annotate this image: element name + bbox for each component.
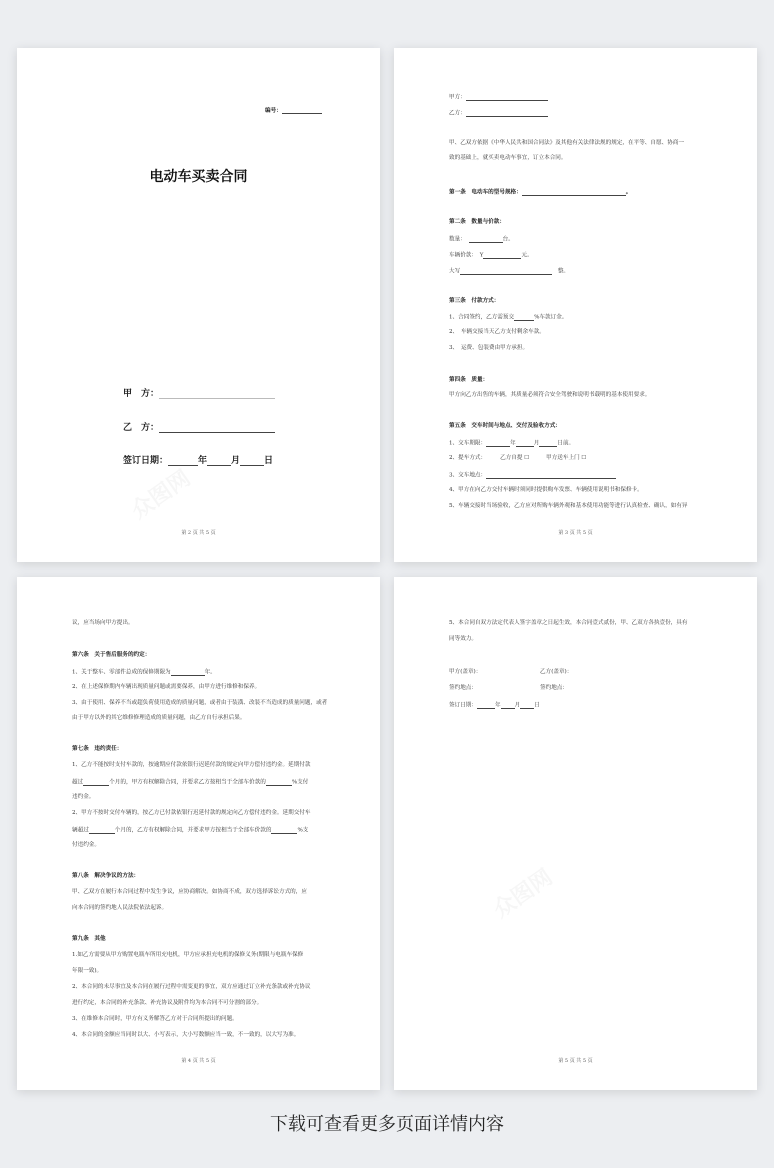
page-footer: 第 2 页 共 5 页	[181, 530, 216, 536]
quantity-label: 数量：	[449, 236, 463, 243]
breach-2-text: 个月的，乙方有权解除合同，并要求甲方按相当于全部车价款的	[114, 827, 272, 834]
intro-line-1: 甲、乙双方依据《中华人民共和国合同法》及其他有关法律法规的规定，在平等、自愿、协商一	[449, 140, 684, 146]
delivery-place-blank[interactable]	[486, 472, 616, 479]
page-footer: 第 4 页 共 5 页	[181, 1058, 216, 1064]
party-b-line	[449, 110, 548, 117]
service-item-3a: 3、由于使用、保养不当或超负荷使用造成的质量问题，或者由于装潢、改装不当造成的质量问题，或者	[72, 700, 328, 706]
service-item-1	[72, 669, 216, 676]
delivery-item-3	[449, 472, 616, 479]
delivery-place-label: 3、交车地点：	[449, 472, 487, 479]
price-line	[449, 252, 533, 259]
breach-1-months-blank[interactable]	[83, 779, 109, 786]
quantity-unit: 台。	[502, 236, 514, 243]
effect-line-2: 同等效力。	[449, 636, 477, 642]
month-label: 月	[514, 702, 521, 709]
party-b-label: 乙 方：	[123, 423, 160, 433]
breach-1-unit: %支付	[291, 779, 309, 786]
delivery-month-blank[interactable]	[516, 440, 534, 447]
sign-date-label: 签订日期：	[123, 456, 169, 466]
payment-item-1	[449, 314, 567, 321]
month-label: 月	[231, 456, 241, 466]
other-item-4: 4、本合同的金额应当同时以大、小写表示，大小写数额应当一致，不一致的，以大写为准。	[72, 1032, 300, 1038]
article-7: 第七条 违约责任：	[72, 746, 123, 752]
place-a: 签约地点：	[449, 685, 477, 691]
delivery-day-blank[interactable]	[539, 440, 557, 447]
article-9: 第九条 其他	[72, 936, 106, 942]
breach-2-percent-blank[interactable]	[271, 827, 297, 834]
warranty-unit: 年。	[204, 669, 216, 676]
page-footer: 第 3 页 共 5 页	[558, 530, 593, 536]
party-b-label: 乙方：	[449, 110, 466, 117]
article-3: 第三条 付款方式：	[449, 298, 500, 304]
download-caption[interactable]: 下载可查看更多页面详情内容	[270, 1114, 504, 1135]
article-2: 第二条 数量与价款：	[449, 219, 505, 225]
dispute-line-1: 甲、乙双方在履行本合同过程中发生争议，应协商解决。如协商不成，双方选择诉讼方式的，应	[72, 889, 307, 895]
price-blank[interactable]	[483, 252, 521, 259]
party-a-blank[interactable]	[466, 94, 548, 101]
party-a-label: 甲 方：	[123, 389, 160, 399]
service-item-2: 2、在上述保修期内车辆出现质量问题或需要保养，由甲方进行维修和保养。	[72, 684, 261, 690]
seal-a: 甲方(盖章)：	[449, 669, 482, 675]
page-5	[394, 577, 757, 1090]
breach-1-over: 超过	[72, 779, 84, 786]
capital-blank[interactable]	[460, 268, 552, 275]
party-b-blank[interactable]	[466, 110, 548, 117]
delivery-item-4: 4、甲方在向乙方交付车辆时须同时提供购车发票、车辆使用说明书和保修卡。	[449, 487, 643, 493]
party-b-blank[interactable]	[159, 424, 275, 433]
delivery-day-label: 日前。	[557, 440, 575, 447]
other-item-1b: 年限一致)。	[72, 968, 103, 974]
party-b-line	[123, 420, 275, 433]
article-5: 第五条 交车时间与地点、交付及验收方式：	[449, 423, 561, 429]
breach-1-text: 个月的，甲方有权解除合同，并要求乙方按相当于全部车价款的	[109, 779, 266, 786]
party-a-blank[interactable]	[159, 390, 275, 399]
year-blank[interactable]	[477, 702, 495, 709]
other-item-1a: 1.如乙方需要从甲方购置电瓶车所用充电机，甲方应承担充电机的保修义务(期限与电瓶车保修	[72, 952, 304, 958]
watermark	[486, 861, 558, 924]
breach-2-months-blank[interactable]	[89, 827, 115, 834]
other-item-3: 3、在维修本合同时，甲方有义务解答乙方对于合同所提出的问题。	[72, 1016, 238, 1022]
breach-2-unit: %支	[297, 827, 309, 834]
other-item-2b: 进行约定，本合同的补充条款、补充协议及附件均为本合同不可分割的部分。	[72, 1000, 263, 1006]
quality-text: 甲方向乙方出售的车辆，其质量必须符合安全驾驶和说明书载明的基本使用要求。	[449, 392, 651, 398]
contract-title: 电动车买卖合同	[149, 169, 248, 185]
day-label: 日	[534, 702, 540, 709]
party-a-line	[123, 386, 275, 399]
delivery-item-5: 5、车辆交接时当场验收，乙方应对所购车辆外观和基本使用功能等进行认真检查、确认，如有异	[449, 503, 688, 509]
delivery-item-2	[449, 456, 586, 462]
dispute-line-2: 向本合同的签约地人民法院依法起诉。	[72, 905, 168, 911]
capital-unit: 整。	[557, 268, 570, 275]
serial-number	[265, 105, 322, 114]
party-a-line	[449, 94, 548, 101]
intro-line-2: 致的基础上，就买卖电动车事宜，订立本合同。	[449, 155, 567, 161]
delivery-year-label: 年	[510, 440, 516, 447]
self-pickup-checkbox[interactable]: 乙方自提 ☐	[500, 455, 530, 461]
capital-label: 大写	[449, 268, 461, 275]
day-blank[interactable]	[520, 702, 534, 709]
warranty-blank[interactable]	[171, 669, 205, 676]
breach-item-1b	[72, 779, 308, 786]
quantity-blank[interactable]	[469, 236, 503, 243]
year-label: 年	[198, 456, 208, 466]
breach-item-1c: 违约金。	[72, 794, 95, 800]
home-delivery-checkbox[interactable]: 甲方送车上门 ☐	[546, 455, 587, 461]
breach-item-1a: 1、乙方不能按时支付车款的，按逾期应付款依银行迟延付款的规定向甲方偿付违约金。延期付款	[72, 762, 311, 768]
capital-price-line	[449, 268, 569, 275]
delivery-item-1	[449, 440, 574, 447]
article-6: 第六条 关于售后服务的约定：	[72, 652, 151, 658]
breach-item-2b	[72, 827, 308, 834]
day-label: 日	[264, 456, 274, 466]
pickup-method-label: 2、提车方式：	[449, 455, 484, 461]
deposit-blank[interactable]	[514, 314, 534, 321]
price-unit: 元。	[521, 252, 533, 259]
watermark	[124, 462, 196, 525]
sign-date-line	[449, 702, 540, 709]
article-4: 第四条 质量：	[449, 377, 489, 383]
effect-line-1: 5、本合同自双方法定代表人签字盖章之日起生效，本合同壹式贰份，甲、乙双方各执壹份，具有	[449, 620, 688, 626]
breach-1-percent-blank[interactable]	[266, 779, 292, 786]
page-footer: 第 5 页 共 5 页	[558, 1058, 593, 1064]
payment-1-text: 1、合同签约，乙方需预交	[449, 314, 515, 321]
breach-item-2a: 2、甲方不按时交付车辆的，按乙方已付款依银行迟延付款的规定向乙方偿付违约金。延期交付车	[72, 810, 311, 816]
serial-blank[interactable]	[282, 105, 322, 114]
payment-item-3: 3、 运费、包装费由甲方承担。	[449, 345, 529, 351]
other-item-2a: 2、本合同的未尽事宜及本合同在履行过程中需变更的事宜，双方应通过订立补充条款或补充协议	[72, 984, 311, 990]
sign-date-line	[123, 453, 273, 466]
month-blank[interactable]	[207, 457, 231, 466]
place-b: 签约地点：	[540, 685, 568, 691]
serial-label: 编号：	[265, 108, 282, 114]
day-blank[interactable]	[240, 457, 264, 466]
service-item-3b: 由于甲方以外的其它维修修理造成的质量问题，由乙方自行承担后果。	[72, 715, 246, 721]
payment-item-2: 2、 车辆交接当天乙方支付剩余车款。	[449, 329, 545, 335]
quantity-line	[449, 236, 514, 243]
breach-2-over: 辆超过	[72, 827, 89, 834]
article-1-label: 第一条 电动车的型号规格：	[449, 189, 522, 196]
page-2	[17, 48, 380, 562]
article-8: 第八条 解决争议的方法：	[72, 873, 140, 879]
price-label: 车辆价款： Y	[449, 252, 484, 259]
page-4	[17, 577, 380, 1090]
delivery-deadline-label: 1、交车期限：	[449, 440, 487, 447]
delivery-month-label: 月	[533, 440, 540, 447]
model-blank[interactable]	[522, 189, 626, 196]
warranty-label: 1、关于整车、零部件总成的保修期限为	[72, 669, 171, 676]
delivery-year-blank[interactable]	[486, 440, 510, 447]
continued-text: 议，应当场向甲方提出。	[72, 620, 134, 626]
payment-1-unit: %车款订金。	[534, 314, 568, 321]
year-label: 年	[494, 702, 501, 709]
article-1: 第一条 电动车的型号规格： 。	[449, 189, 632, 196]
party-a-label: 甲方：	[449, 94, 466, 101]
seal-b: 乙方(盖章)：	[540, 669, 573, 675]
page-3	[394, 48, 757, 562]
sign-date-label: 签订日期：	[449, 702, 477, 709]
breach-item-2c: 付违约金。	[72, 842, 100, 848]
month-blank[interactable]	[501, 702, 515, 709]
